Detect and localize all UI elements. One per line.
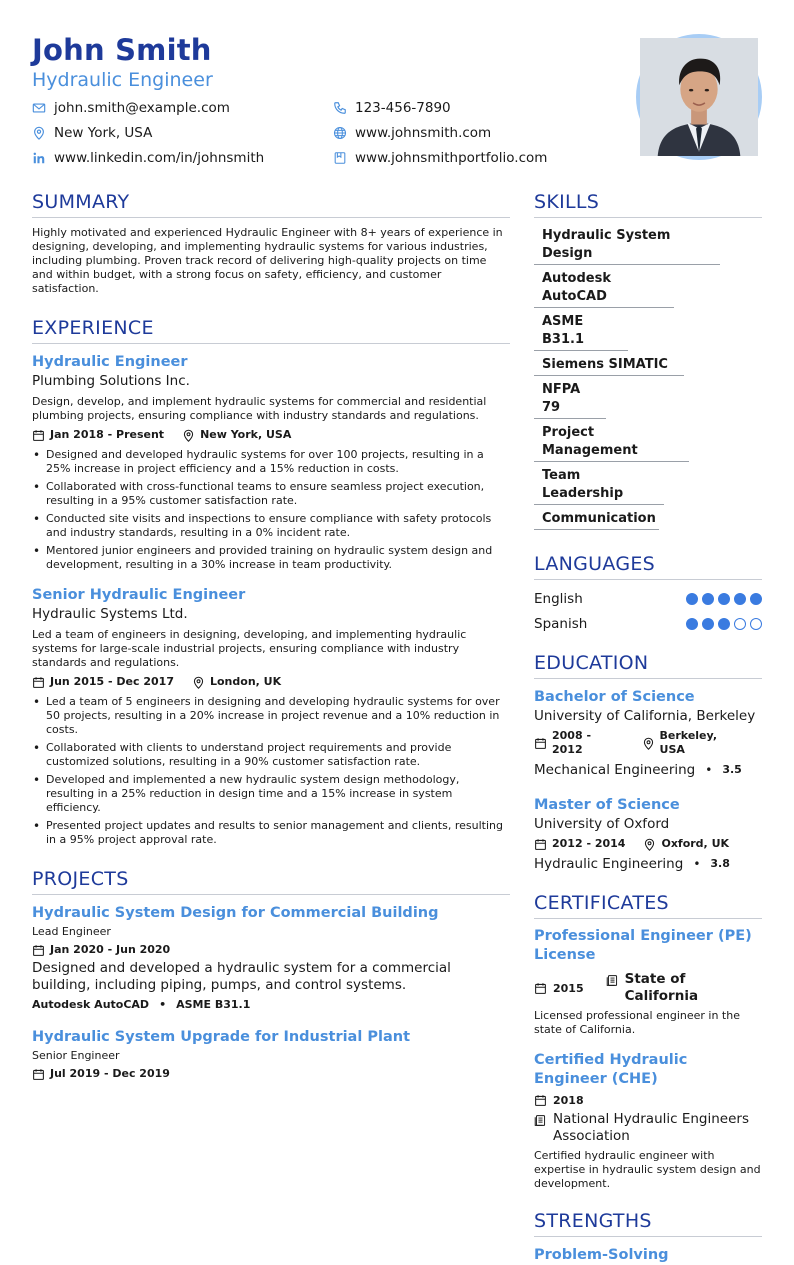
skill-tag: ASME B31.1: [534, 312, 628, 351]
education-item: [534, 795, 762, 873]
strength-item: Problem-Solving: [534, 1247, 669, 1263]
location-pin-icon: [642, 737, 655, 750]
education-meta: [534, 837, 762, 851]
left-column: [32, 190, 510, 1084]
languages-heading: LANGUAGES: [534, 552, 762, 580]
linkedin-icon: [32, 151, 46, 165]
job-bullet: • Developed and implemented a new hydraulic system design methodology, resulting in a 25% reduction in design time and a 15% increase in system efficiency.: [32, 773, 510, 815]
projects-heading: PROJECTS: [32, 867, 510, 895]
job-bullet: • Collaborated with cross-functional teams to ensure seamless project execution, resulting in a 95% customer satisfaction rate.: [32, 480, 510, 508]
language-level: [682, 618, 762, 630]
education-dates: 2012 - 2014: [552, 837, 626, 850]
contact-website[interactable]: [333, 124, 491, 142]
certificate-title: Certified Hydraulic Engineer (CHE): [534, 1052, 688, 1087]
project-item: [32, 1027, 510, 1081]
language-row: [534, 615, 762, 633]
skill-tag: Communication: [534, 509, 659, 530]
skill-tag: Project Management: [534, 423, 689, 462]
level-dot-filled: [734, 593, 746, 605]
language-level: [682, 593, 762, 605]
project-meta: [32, 943, 510, 957]
gpa: 3.8: [710, 857, 730, 870]
education-dates: 2008 - 2012: [552, 729, 592, 756]
education-section: [534, 651, 762, 873]
calendar-icon: [534, 1094, 547, 1107]
resume-header: [32, 32, 632, 166]
certificate-item: [534, 927, 762, 1037]
job-bullets: [32, 448, 510, 572]
job-dates: Jun 2015 - Dec 2017: [50, 675, 174, 688]
job-meta: [32, 428, 510, 442]
certificate-issuer: [534, 1111, 762, 1145]
language-row: [534, 590, 762, 608]
level-dot-empty: [734, 618, 746, 630]
project-dates: Jan 2020 - Jun 2020: [50, 943, 171, 956]
location-pin-icon: [643, 838, 656, 851]
job-dates: Jan 2018 - Present: [50, 428, 165, 441]
certificate-item: [534, 1051, 762, 1191]
calendar-icon: [534, 838, 547, 851]
certificates-heading: CERTIFICATES: [534, 891, 762, 919]
phone-icon: [333, 101, 347, 115]
languages-section: [534, 552, 762, 633]
skill-tag: Autodesk AutoCAD: [534, 269, 674, 308]
contact-linkedin[interactable]: [32, 149, 264, 167]
project-item: [32, 903, 510, 1011]
language-name: English: [534, 591, 583, 607]
education-location: Oxford, UK: [661, 837, 730, 850]
calendar-icon: [32, 1068, 45, 1081]
education-heading: EDUCATION: [534, 651, 762, 679]
strengths-section: [534, 1209, 762, 1265]
project-tool: ASME B31.1: [176, 998, 251, 1011]
certificate-meta: [534, 971, 762, 1005]
job-bullet: • Designed and developed hydraulic systems for over 100 projects, resulting in a 25% increase in project efficiency and a 15% reduction in costs.: [32, 448, 510, 476]
degree-title: Bachelor of Science: [534, 689, 695, 705]
issuer-name: State of California: [624, 971, 699, 1004]
document-icon: [606, 974, 619, 987]
mail-icon: [32, 101, 46, 115]
school-name: University of California, Berkeley: [534, 708, 756, 724]
skills-heading: SKILLS: [534, 190, 762, 218]
experience-item: [32, 352, 510, 572]
project-tools: Autodesk AutoCAD • ASME B31.1: [32, 998, 251, 1011]
skill-tag: Team Leadership: [534, 466, 664, 505]
experience-heading: EXPERIENCE: [32, 316, 510, 344]
field-of-study: Hydraulic Engineering: [534, 856, 684, 872]
calendar-icon: [32, 944, 45, 957]
company-name: Plumbing Solutions Inc.: [32, 373, 190, 389]
contact-phone[interactable]: [333, 99, 451, 117]
contact-portfolio[interactable]: [333, 149, 547, 167]
job-title: Hydraulic Engineer: [32, 354, 188, 370]
language-name: Spanish: [534, 616, 588, 632]
email-text: john.smith@example.com: [54, 100, 230, 116]
project-description: Designed and developed a hydraulic system for a commercial building, including piping, pumps, and control systems.: [32, 960, 451, 993]
contact-email[interactable]: [32, 99, 230, 117]
project-role: Senior Engineer: [32, 1049, 120, 1062]
level-dot-empty: [750, 618, 762, 630]
calendar-icon: [32, 676, 45, 689]
project-title: Hydraulic System Upgrade for Industrial Plant: [32, 1029, 410, 1045]
job-meta: [32, 675, 510, 689]
school-name: University of Oxford: [534, 816, 670, 832]
calendar-icon: [534, 982, 547, 995]
job-bullet: • Collaborated with clients to understand project requirements and provide customized solutions, resulting in a 90% customer satisfaction rate.: [32, 741, 510, 769]
certificate-description: Certified hydraulic engineer with expertise in hydraulic system design and development.: [534, 1149, 761, 1190]
project-meta: [32, 1067, 510, 1081]
skill-tag: Siemens SIMATIC: [534, 355, 684, 376]
experience-item: [32, 585, 510, 847]
level-dot-filled: [718, 593, 730, 605]
linkedin-text: www.linkedin.com/in/johnsmith: [54, 150, 265, 166]
certificate-title: Professional Engineer (PE) License: [534, 928, 752, 963]
education-item: [534, 687, 762, 779]
globe-icon: [333, 126, 347, 140]
skills-section: [534, 190, 762, 534]
certificate-issuer: [606, 971, 762, 1005]
website-text: www.johnsmith.com: [355, 125, 492, 141]
avatar-illustration: [640, 38, 758, 156]
right-column: [534, 190, 762, 1265]
summary-heading: SUMMARY: [32, 190, 510, 218]
experience-section: [32, 316, 510, 847]
location-pin-icon: [32, 126, 46, 140]
level-dot-filled: [750, 593, 762, 605]
strengths-heading: STRENGTHS: [534, 1209, 762, 1237]
location-text: New York, USA: [54, 125, 153, 141]
level-dot-filled: [718, 618, 730, 630]
company-name: Hydraulic Systems Ltd.: [32, 606, 188, 622]
projects-section: [32, 867, 510, 1081]
location-pin-icon: [182, 429, 195, 442]
skills-list: [534, 226, 762, 534]
job-bullets: [32, 695, 510, 847]
certificate-year: 2015: [553, 981, 584, 995]
level-dot-filled: [702, 593, 714, 605]
field-of-study: Mechanical Engineering: [534, 762, 696, 778]
level-dot-filled: [702, 618, 714, 630]
issuer-name: National Hydraulic Engineers Association: [553, 1111, 750, 1144]
summary-section: [32, 190, 510, 296]
job-bullet: • Conducted site visits and inspections to ensure compliance with safety protocols and industry standards, resulting in a 0% incident rate.: [32, 512, 510, 540]
level-dot-filled: [686, 593, 698, 605]
job-description: Design, develop, and implement hydraulic systems for commercial and residential plumbing projects, ensuring compliance with industry standards and regulations.: [32, 395, 487, 422]
calendar-icon: [32, 429, 45, 442]
level-dot-filled: [686, 618, 698, 630]
job-title: Senior Hydraulic Engineer: [32, 587, 246, 603]
job-bullet: • Presented project updates and results to senior management and clients, resulting in a 95% project approval rate.: [32, 819, 510, 847]
calendar-icon: [534, 737, 547, 750]
degree-title: Master of Science: [534, 797, 680, 813]
phone-text: 123-456-7890: [355, 100, 451, 116]
education-field: Hydraulic Engineering • 3.8: [534, 856, 730, 872]
certificates-section: [534, 891, 762, 1191]
candidate-name: John Smith: [32, 33, 212, 67]
location-pin-icon: [192, 676, 205, 689]
project-role: Lead Engineer: [32, 925, 111, 938]
portfolio-text: www.johnsmithportfolio.com: [355, 150, 548, 166]
document-icon: [534, 1114, 547, 1127]
candidate-title: Hydraulic Engineer: [32, 69, 213, 91]
job-location: New York, USA: [200, 428, 292, 441]
job-bullet: • Mentored junior engineers and provided training on hydraulic system design and development, resulting in a 30% increase in team productivity.: [32, 544, 510, 572]
project-dates: Jul 2019 - Dec 2019: [50, 1067, 170, 1080]
job-location: London, UK: [209, 675, 282, 688]
project-title: Hydraulic System Design for Commercial Building: [32, 905, 439, 921]
certificate-description: Licensed professional engineer in the state of California.: [534, 1009, 740, 1036]
job-description: Led a team of engineers in designing, developing, and implementing hydraulic systems for large-scale industrial projects, ensuring compliance with industry standards and regulations.: [32, 628, 467, 669]
profile-photo: [636, 34, 762, 160]
skill-tag: NFPA 79: [534, 380, 606, 419]
certificate-meta: [534, 1094, 762, 1107]
gpa: 3.5: [722, 763, 742, 776]
certificate-year: 2018: [553, 1094, 584, 1107]
summary-text: Highly motivated and experienced Hydraulic Engineer with 8+ years of experience in designing, developing, and implementing hydraulic systems for various industries, including plumbing. Proven track record of delivering high-quality projects on time and within budget, with a strong focus on safety, efficiency, and customer satisfaction.: [32, 226, 503, 295]
contact-location: [32, 124, 152, 142]
project-tool: Autodesk AutoCAD: [32, 998, 150, 1011]
skill-tag: Hydraulic System Design: [534, 226, 720, 265]
job-bullet: • Led a team of 5 engineers in designing and developing hydraulic systems for over 50 projects, resulting in a 20% increase in project revenue and a 10% reduction in costs.: [32, 695, 510, 737]
languages-list: [534, 590, 762, 633]
education-location: Berkeley, USA: [659, 729, 718, 756]
education-meta: [534, 729, 762, 757]
education-field: Mechanical Engineering • 3.5: [534, 762, 742, 778]
portfolio-icon: [333, 151, 347, 165]
